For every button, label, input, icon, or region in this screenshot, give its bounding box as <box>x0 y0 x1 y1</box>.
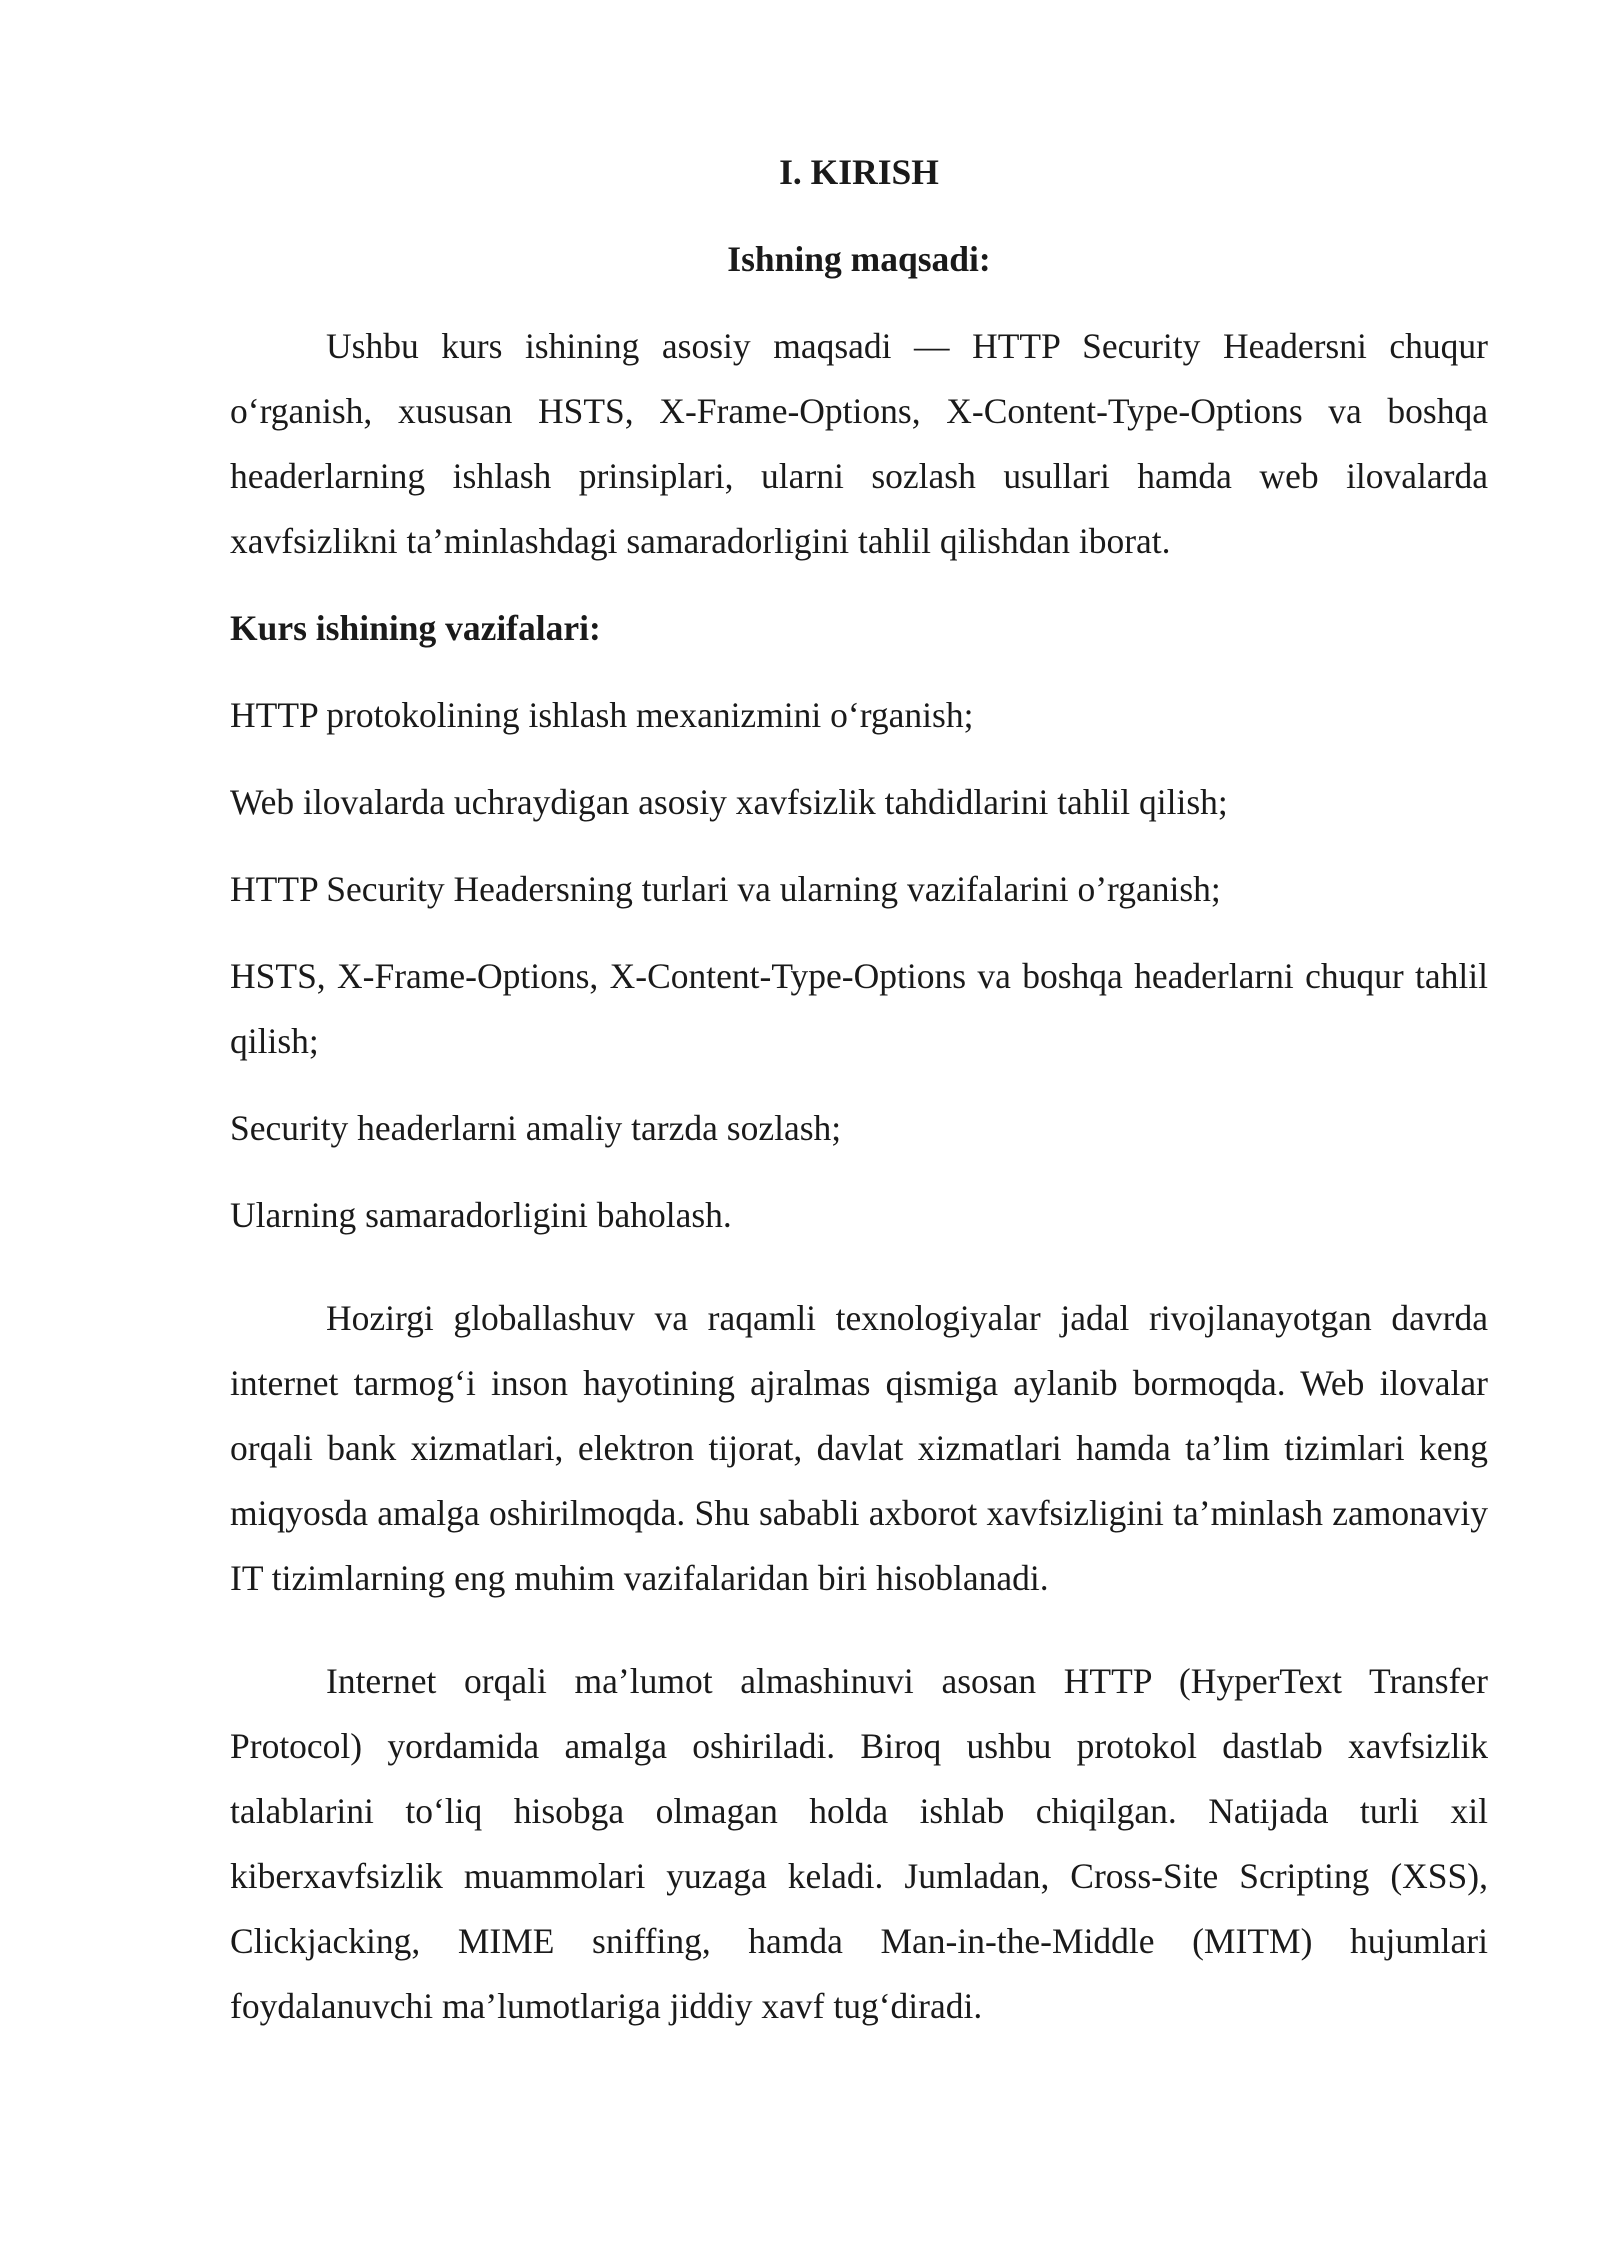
tasks-heading: Kurs ishining vazifalari: <box>230 608 601 648</box>
purpose-paragraph: Ushbu kurs ishining asosiy maqsadi — HTTP Security Headersni chuqur o‘rganish, xususan HSTS, X-Frame-Options, X-Content-Type-Options va boshqa headerlarning ishlash prinsiplari, ularni sozlash usullari hamda web ilovalarda xavfsizlikni ta’minlashdagi samaradorligini tahlil qilishdan iborat. <box>230 326 1488 561</box>
globalization-paragraph: Hozirgi globallashuv va raqamli texnologiyalar jadal rivojlanayotgan davrda internet tarmog‘i inson hayotining ajralmas qismiga aylanib bormoqda. Web ilovalar orqali bank xizmatlari, elektron tijorat, davlat xizmatlari hamda ta’lim tizimlari keng miqyosda amalga oshirilmoqda. Shu sababli axborot xavfsizligini ta’minlash zamonaviy IT tizimlarning eng muhim vazifalaridan biri hisoblanadi. <box>230 1298 1488 1598</box>
http-paragraph: Internet orqali ma’lumot almashinuvi asosan HTTP (HyperText Transfer Protocol) yordamida amalga oshiriladi. Biroq ushbu protokol dastlab xavfsizlik talablarini to‘liq hisobga olmagan holda ishlab chiqilgan. Natijada turli xil kiberxavfsizlik muammolari yuzaga keladi. Jumladan, Cross-Site Scripting (XSS), Clickjacking, MIME sniffing, hamda Man-in-the-Middle (MITM) hujumlari foydalanuvchi ma’lumotlariga jiddiy xavf tug‘diradi. <box>230 1661 1488 2026</box>
task-item: Security headerlarni amaliy tarzda sozlash; <box>230 1108 842 1148</box>
chapter-title: I. KIRISH <box>779 152 939 192</box>
page-content <box>230 140 1488 2039</box>
task-item: HTTP protokolining ishlash mexanizmini o‘rganish; <box>230 695 974 735</box>
task-item: Ularning samaradorligini baholash. <box>230 1195 732 1235</box>
tasks-list <box>230 683 1488 1248</box>
task-item: Web ilovalarda uchraydigan asosiy xavfsizlik tahdidlarini tahlil qilish; <box>230 782 1228 822</box>
purpose-heading: Ishning maqsadi: <box>727 239 991 279</box>
task-item: HTTP Security Headersning turlari va ularning vazifalarini o’rganish; <box>230 869 1221 909</box>
task-item: HSTS, X-Frame-Options, X-Content-Type-Options va boshqa headerlarni chuqur tahlil qilish; <box>230 956 1488 1061</box>
